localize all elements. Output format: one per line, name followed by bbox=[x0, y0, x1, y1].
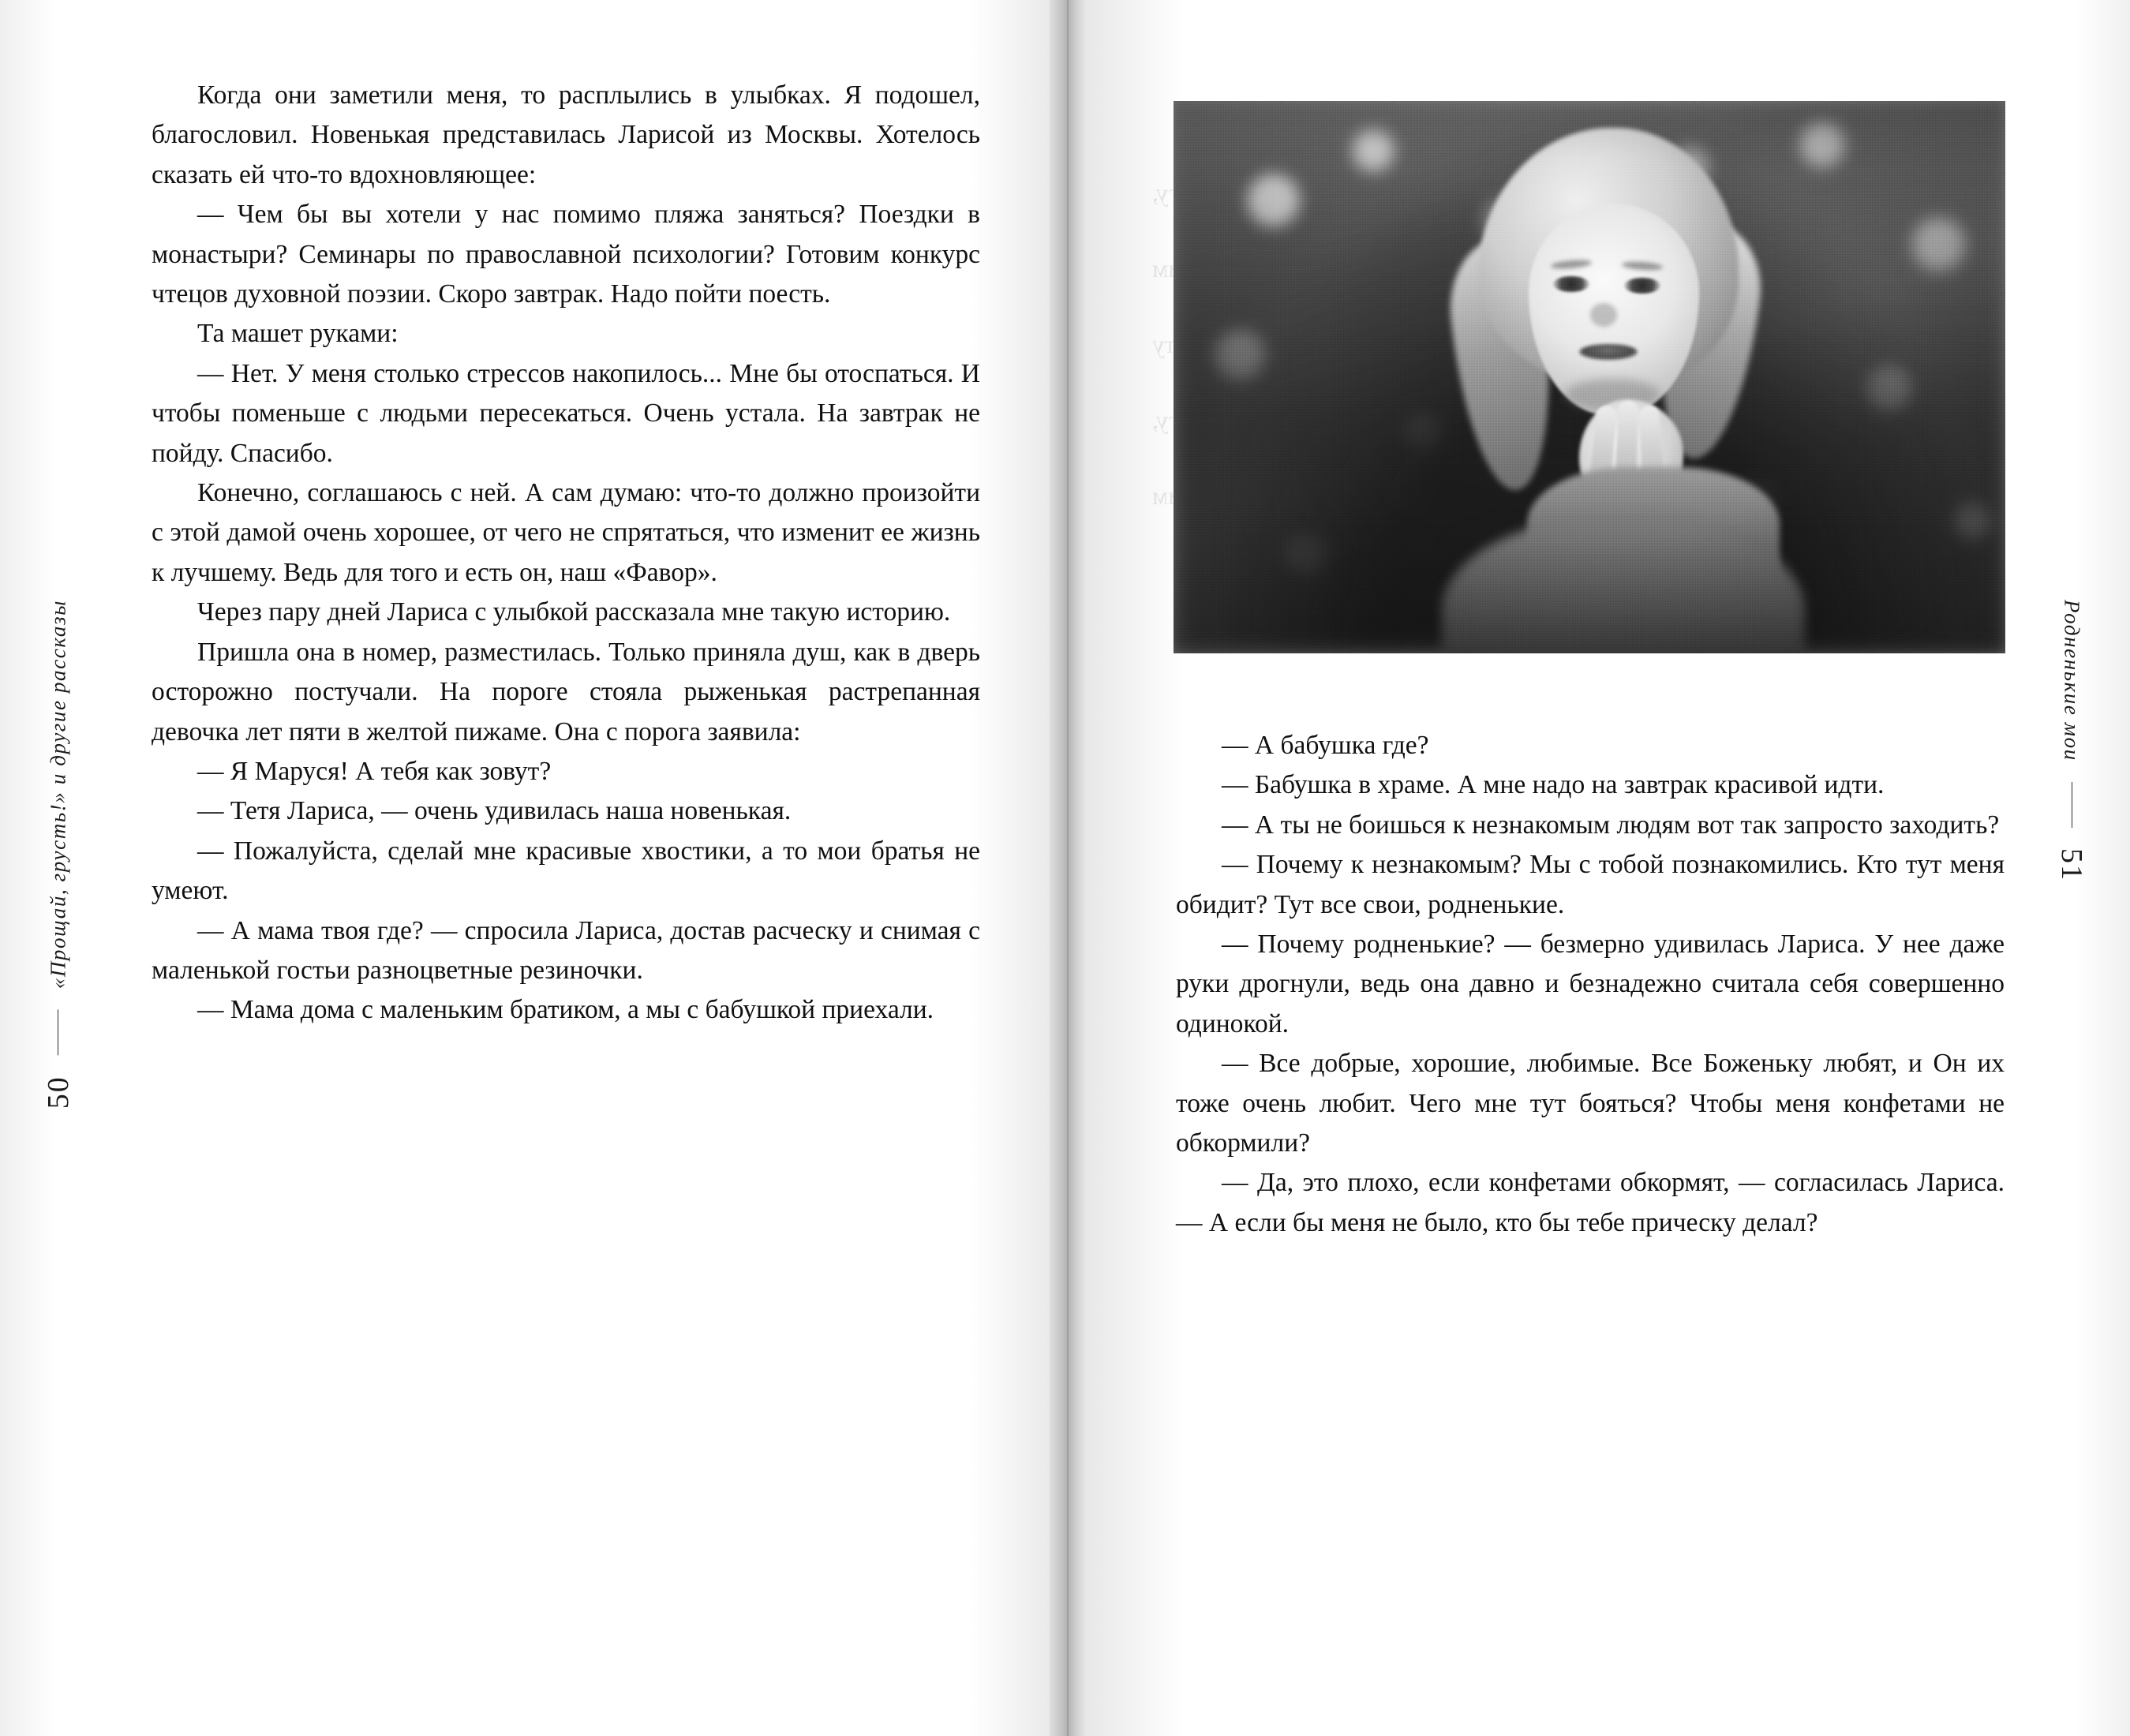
page-number-right: 51 bbox=[2055, 847, 2088, 881]
paragraph: Та машет руками: bbox=[197, 319, 399, 349]
paragraph: — Почему родненькие? — безмерно удивилась Лариса. У нее даже руки дрогнули, ведь она давно и безнадежно считала себя совершенно одинокой. bbox=[1176, 930, 2005, 1038]
paragraph: — Чем бы вы хотели у нас помимо пляжа заняться? Поездки в монастыри? Семинары по православной психологии? Готовим конкурс чтецов духовной поэзии. Скоро завтрак. Надо пойти поесть. bbox=[152, 200, 980, 309]
right-text-column bbox=[1176, 726, 2005, 1243]
right-running-head-block bbox=[2054, 600, 2089, 881]
paragraph: — А бабушка где? bbox=[1222, 731, 1429, 760]
paragraph: — Да, это плохо, если конфетами обкормят, — согласилась Лариса. — А если бы меня не было, кто бы тебе прическу делал? bbox=[1176, 1168, 2005, 1237]
page-number-left: 50 bbox=[42, 1076, 75, 1109]
paragraph: — А ты не боишься к незнакомым людям вот так запросто заходить? bbox=[1222, 810, 2000, 840]
paragraph: — Я Маруся! А тебя как зовут? bbox=[197, 756, 552, 786]
paragraph: — Все добрые, хорошие, любимые. Все Боженьку любят, и Он их тоже очень любит. Чего мне тут бояться? Чтобы меня конфетами не обкормили? bbox=[1176, 1049, 2005, 1158]
paragraph: Пришла она в номер, разместилась. Только приняла душ, как в дверь осторожно постучали. На пороге стояла рыженькая растрепанная девочка лет пяти в желтой пижаме. Она с порога заявила: bbox=[152, 637, 980, 746]
paragraph: Через пару дней Лариса с улыбкой рассказала мне такую историю. bbox=[197, 597, 951, 627]
paragraph: — Нет. У меня столько стрессов накопилось... Мне бы отоспаться. И чтобы поменьше с людьми пересекаться. Очень устала. На завтрак не пойду. Спасибо. bbox=[152, 358, 980, 468]
paragraph: Конечно, соглашаюсь с ней. А сам думаю: что-то должно произойти с этой дамой очень хорошее, от чего не спрятаться, что изменит ее жизнь к лучшему. Ведь для того и есть он, наш «Фавор». bbox=[152, 478, 980, 587]
paragraph: — Пожалуйста, сделай мне красивые хвостики, а то мои братья не умеют. bbox=[152, 836, 980, 906]
paragraph: — Тетя Лариса, — очень удивилась наша новенькая. bbox=[197, 796, 792, 826]
photo-girl-in-meadow bbox=[1174, 101, 2005, 653]
paragraph: — А мама твоя где? — спросила Лариса, достав расческу и снимая с маленькой гостьи разноцветные резиночки. bbox=[152, 915, 980, 985]
paragraph: — Почему к незнакомым? Мы с тобой познакомились. Кто тут меня обидит? Тут все свои, родненькие. bbox=[1176, 850, 2005, 919]
photo-canvas bbox=[1174, 101, 2005, 653]
folio-divider bbox=[58, 1009, 59, 1055]
paragraph: — Бабушка в храме. А мне надо на завтрак красивой идти. bbox=[1222, 770, 1885, 800]
paragraph: Когда они заметили меня, то расплылись в улыбках. Я подошел, благословил. Новенькая представилась Ларисой из Москвы. Хотелось сказать ей что-то вдохновляющее: bbox=[152, 80, 980, 189]
running-head-left: «Прощай, грусть!» и другие рассказы bbox=[46, 600, 70, 990]
page-gutter-line bbox=[1067, 0, 1069, 1736]
running-head-right: Родненькие мои bbox=[2060, 600, 2084, 761]
paragraph: — Мама дома с маленьким братиком, а мы с бабушкой приехали. bbox=[197, 995, 934, 1025]
photo-vignette bbox=[1174, 101, 2005, 653]
left-running-head-block bbox=[41, 600, 76, 1109]
left-text-column bbox=[152, 76, 980, 1031]
